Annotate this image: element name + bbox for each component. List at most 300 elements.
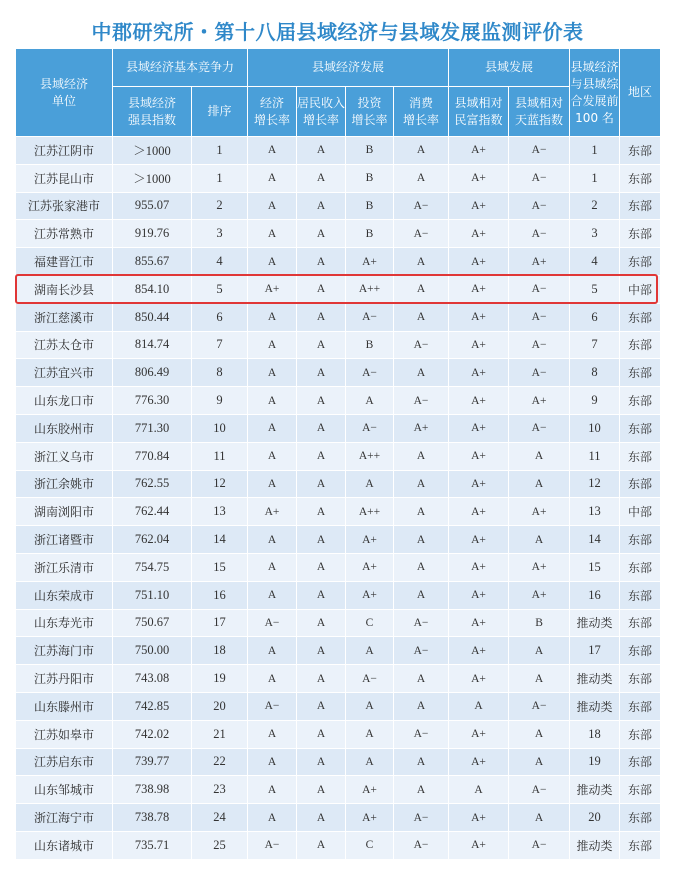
header-invest-growth: 投资 增长率 xyxy=(346,87,394,137)
top100-value: 8 xyxy=(570,359,620,387)
wealth-index-grade: A+ xyxy=(449,498,509,526)
wealth-index-grade: A+ xyxy=(449,275,509,303)
table-row xyxy=(16,609,661,637)
index-value: 750.67 xyxy=(113,609,192,637)
consume-growth-grade: A− xyxy=(394,220,449,248)
region-value: 东部 xyxy=(620,442,661,470)
region-value: 东部 xyxy=(620,387,661,415)
index-value: 738.78 xyxy=(113,804,192,832)
bluesky-index-grade: A+ xyxy=(509,553,570,581)
bluesky-index-grade: A− xyxy=(509,303,570,331)
econ-growth-grade: A− xyxy=(248,831,297,859)
county-name: 江苏张家港市 xyxy=(16,192,113,220)
index-value: 738.98 xyxy=(113,776,192,804)
bluesky-index-grade: A xyxy=(509,665,570,693)
income-growth-grade: A xyxy=(297,359,346,387)
county-name: 湖南浏阳市 xyxy=(16,498,113,526)
county-name: 江苏江阴市 xyxy=(16,137,113,165)
invest-growth-grade: A− xyxy=(346,665,394,693)
econ-growth-grade: A xyxy=(248,192,297,220)
table-row xyxy=(16,331,661,359)
consume-growth-grade: A xyxy=(394,275,449,303)
invest-growth-grade: C xyxy=(346,831,394,859)
consume-growth-grade: A xyxy=(394,498,449,526)
econ-growth-grade: A xyxy=(248,804,297,832)
index-value: 814.74 xyxy=(113,331,192,359)
header-group-competitiveness: 县域经济基本竞争力 xyxy=(113,49,248,87)
invest-growth-grade: A++ xyxy=(346,442,394,470)
county-name: 江苏昆山市 xyxy=(16,164,113,192)
consume-growth-grade: A xyxy=(394,359,449,387)
wealth-index-grade: A+ xyxy=(449,526,509,554)
bluesky-index-grade: A+ xyxy=(509,248,570,276)
rank-value: 16 xyxy=(192,581,248,609)
bluesky-index-grade: B xyxy=(509,609,570,637)
econ-growth-grade: A xyxy=(248,137,297,165)
index-value: 854.10 xyxy=(113,275,192,303)
wealth-index-grade: A+ xyxy=(449,748,509,776)
rank-value: 21 xyxy=(192,720,248,748)
region-value: 东部 xyxy=(620,192,661,220)
rank-value: 4 xyxy=(192,248,248,276)
county-name: 浙江乐清市 xyxy=(16,553,113,581)
top100-value: 推动类 xyxy=(570,609,620,637)
consume-growth-grade: A− xyxy=(394,192,449,220)
bluesky-index-grade: A− xyxy=(509,275,570,303)
invest-growth-grade: C xyxy=(346,609,394,637)
wealth-index-grade: A+ xyxy=(449,637,509,665)
index-value: 955.07 xyxy=(113,192,192,220)
table-row xyxy=(16,526,661,554)
top100-value: 1 xyxy=(570,164,620,192)
rank-value: 5 xyxy=(192,275,248,303)
region-value: 东部 xyxy=(620,220,661,248)
econ-growth-grade: A− xyxy=(248,609,297,637)
index-value: ＞1000 xyxy=(113,137,192,165)
econ-growth-grade: A xyxy=(248,303,297,331)
county-name: 江苏海门市 xyxy=(16,637,113,665)
top100-value: 10 xyxy=(570,414,620,442)
table-row xyxy=(16,665,661,693)
wealth-index-grade: A+ xyxy=(449,831,509,859)
table-row xyxy=(16,414,661,442)
table-row xyxy=(16,637,661,665)
table-row xyxy=(16,804,661,832)
top100-value: 11 xyxy=(570,442,620,470)
table-row xyxy=(16,498,661,526)
table-row xyxy=(16,192,661,220)
rank-value: 13 xyxy=(192,498,248,526)
table-row xyxy=(16,720,661,748)
consume-growth-grade: A+ xyxy=(394,414,449,442)
income-growth-grade: A xyxy=(297,303,346,331)
region-value: 东部 xyxy=(620,609,661,637)
county-name: 山东诸城市 xyxy=(16,831,113,859)
region-value: 东部 xyxy=(620,720,661,748)
header-group-econ-dev: 县域经济发展 xyxy=(248,49,449,87)
evaluation-table xyxy=(15,48,661,860)
income-growth-grade: A xyxy=(297,192,346,220)
income-growth-grade: A xyxy=(297,553,346,581)
bluesky-index-grade: A+ xyxy=(509,581,570,609)
income-growth-grade: A xyxy=(297,609,346,637)
wealth-index-grade: A+ xyxy=(449,192,509,220)
econ-growth-grade: A xyxy=(248,637,297,665)
top100-value: 9 xyxy=(570,387,620,415)
index-value: 762.44 xyxy=(113,498,192,526)
index-value: 742.02 xyxy=(113,720,192,748)
consume-growth-grade: A xyxy=(394,470,449,498)
bluesky-index-grade: A xyxy=(509,470,570,498)
county-name: 浙江义乌市 xyxy=(16,442,113,470)
header-top100: 县域经济 与县域综 合发展前 100 名 xyxy=(570,49,620,137)
wealth-index-grade: A+ xyxy=(449,248,509,276)
top100-value: 6 xyxy=(570,303,620,331)
rank-value: 1 xyxy=(192,137,248,165)
index-value: 739.77 xyxy=(113,748,192,776)
header-index: 县域经济 强县指数 xyxy=(113,87,192,137)
region-value: 东部 xyxy=(620,303,661,331)
bluesky-index-grade: A− xyxy=(509,331,570,359)
region-value: 东部 xyxy=(620,665,661,693)
wealth-index-grade: A+ xyxy=(449,220,509,248)
consume-growth-grade: A− xyxy=(394,387,449,415)
top100-value: 16 xyxy=(570,581,620,609)
income-growth-grade: A xyxy=(297,804,346,832)
header-bluesky-index: 县域相对 天蓝指数 xyxy=(509,87,570,137)
econ-growth-grade: A xyxy=(248,776,297,804)
bluesky-index-grade: A+ xyxy=(509,387,570,415)
rank-value: 23 xyxy=(192,776,248,804)
econ-growth-grade: A xyxy=(248,442,297,470)
top100-value: 2 xyxy=(570,192,620,220)
top100-value: 3 xyxy=(570,220,620,248)
invest-growth-grade: B xyxy=(346,331,394,359)
index-value: 751.10 xyxy=(113,581,192,609)
wealth-index-grade: A+ xyxy=(449,442,509,470)
invest-growth-grade: A xyxy=(346,470,394,498)
region-value: 东部 xyxy=(620,414,661,442)
econ-growth-grade: A xyxy=(248,414,297,442)
index-value: 762.55 xyxy=(113,470,192,498)
income-growth-grade: A xyxy=(297,248,346,276)
income-growth-grade: A xyxy=(297,387,346,415)
region-value: 东部 xyxy=(620,748,661,776)
header-group-county-dev: 县域发展 xyxy=(449,49,570,87)
income-growth-grade: A xyxy=(297,665,346,693)
index-value: 776.30 xyxy=(113,387,192,415)
consume-growth-grade: A− xyxy=(394,609,449,637)
rank-value: 7 xyxy=(192,331,248,359)
income-growth-grade: A xyxy=(297,442,346,470)
income-growth-grade: A xyxy=(297,526,346,554)
region-value: 东部 xyxy=(620,581,661,609)
invest-growth-grade: A++ xyxy=(346,498,394,526)
wealth-index-grade: A+ xyxy=(449,414,509,442)
header-consume-growth: 消费 增长率 xyxy=(394,87,449,137)
bluesky-index-grade: A xyxy=(509,442,570,470)
econ-growth-grade: A xyxy=(248,387,297,415)
consume-growth-grade: A xyxy=(394,748,449,776)
county-name: 湖南长沙县 xyxy=(16,275,113,303)
top100-value: 推动类 xyxy=(570,776,620,804)
top100-value: 1 xyxy=(570,137,620,165)
header-income-growth: 居民收入 增长率 xyxy=(297,87,346,137)
bluesky-index-grade: A− xyxy=(509,831,570,859)
region-value: 东部 xyxy=(620,164,661,192)
index-value: ＞1000 xyxy=(113,164,192,192)
invest-growth-grade: A− xyxy=(346,359,394,387)
county-name: 浙江海宁市 xyxy=(16,804,113,832)
table-row xyxy=(16,387,661,415)
bluesky-index-grade: A− xyxy=(509,192,570,220)
table-row xyxy=(16,748,661,776)
wealth-index-grade: A+ xyxy=(449,164,509,192)
county-name: 山东荣成市 xyxy=(16,581,113,609)
income-growth-grade: A xyxy=(297,470,346,498)
invest-growth-grade: A xyxy=(346,748,394,776)
wealth-index-grade: A+ xyxy=(449,470,509,498)
income-growth-grade: A xyxy=(297,776,346,804)
income-growth-grade: A xyxy=(297,637,346,665)
econ-growth-grade: A xyxy=(248,553,297,581)
consume-growth-grade: A xyxy=(394,665,449,693)
income-growth-grade: A xyxy=(297,220,346,248)
index-value: 735.71 xyxy=(113,831,192,859)
top100-value: 17 xyxy=(570,637,620,665)
county-name: 江苏启东市 xyxy=(16,748,113,776)
rank-value: 12 xyxy=(192,470,248,498)
table-row xyxy=(16,776,661,804)
invest-growth-grade: A− xyxy=(346,303,394,331)
county-name: 江苏如皋市 xyxy=(16,720,113,748)
bluesky-index-grade: A xyxy=(509,748,570,776)
page-title: 中郡研究所・第十八届县域经济与县域发展监测评价表 xyxy=(91,20,584,44)
wealth-index-grade: A+ xyxy=(449,804,509,832)
county-name: 浙江慈溪市 xyxy=(16,303,113,331)
county-name: 山东邹城市 xyxy=(16,776,113,804)
wealth-index-grade: A+ xyxy=(449,720,509,748)
bluesky-index-grade: A xyxy=(509,526,570,554)
income-growth-grade: A xyxy=(297,831,346,859)
rank-value: 14 xyxy=(192,526,248,554)
rank-value: 3 xyxy=(192,220,248,248)
region-value: 中部 xyxy=(620,275,661,303)
consume-growth-grade: A− xyxy=(394,637,449,665)
invest-growth-grade: B xyxy=(346,192,394,220)
index-value: 762.04 xyxy=(113,526,192,554)
index-value: 806.49 xyxy=(113,359,192,387)
top100-value: 5 xyxy=(570,275,620,303)
index-value: 850.44 xyxy=(113,303,192,331)
table-row xyxy=(16,220,661,248)
income-growth-grade: A xyxy=(297,748,346,776)
invest-growth-grade: B xyxy=(346,220,394,248)
top100-value: 推动类 xyxy=(570,831,620,859)
econ-growth-grade: A xyxy=(248,526,297,554)
header-unit: 县域经济 单位 xyxy=(16,49,113,137)
table-row xyxy=(16,692,661,720)
econ-growth-grade: A+ xyxy=(248,275,297,303)
income-growth-grade: A xyxy=(297,331,346,359)
wealth-index-grade: A+ xyxy=(449,581,509,609)
table-row xyxy=(16,137,661,165)
rank-value: 17 xyxy=(192,609,248,637)
table-row xyxy=(16,275,661,303)
region-value: 中部 xyxy=(620,498,661,526)
invest-growth-grade: A xyxy=(346,637,394,665)
econ-growth-grade: A xyxy=(248,359,297,387)
consume-growth-grade: A− xyxy=(394,720,449,748)
region-value: 东部 xyxy=(620,776,661,804)
header-rank: 排序 xyxy=(192,87,248,137)
table-row xyxy=(16,442,661,470)
region-value: 东部 xyxy=(620,804,661,832)
wealth-index-grade: A+ xyxy=(449,359,509,387)
bluesky-index-grade: A xyxy=(509,637,570,665)
consume-growth-grade: A xyxy=(394,526,449,554)
rank-value: 10 xyxy=(192,414,248,442)
table-row xyxy=(16,164,661,192)
rank-value: 11 xyxy=(192,442,248,470)
rank-value: 25 xyxy=(192,831,248,859)
county-name: 江苏丹阳市 xyxy=(16,665,113,693)
county-name: 浙江余姚市 xyxy=(16,470,113,498)
county-name: 江苏宜兴市 xyxy=(16,359,113,387)
top100-value: 14 xyxy=(570,526,620,554)
rank-value: 18 xyxy=(192,637,248,665)
rank-value: 9 xyxy=(192,387,248,415)
table-row xyxy=(16,470,661,498)
consume-growth-grade: A xyxy=(394,303,449,331)
wealth-index-grade: A+ xyxy=(449,553,509,581)
rank-value: 22 xyxy=(192,748,248,776)
invest-growth-grade: A xyxy=(346,720,394,748)
index-value: 743.08 xyxy=(113,665,192,693)
wealth-index-grade: A+ xyxy=(449,331,509,359)
table-row xyxy=(16,359,661,387)
wealth-index-grade: A+ xyxy=(449,609,509,637)
income-growth-grade: A xyxy=(297,720,346,748)
index-value: 919.76 xyxy=(113,220,192,248)
index-value: 771.30 xyxy=(113,414,192,442)
wealth-index-grade: A+ xyxy=(449,303,509,331)
rank-value: 15 xyxy=(192,553,248,581)
income-growth-grade: A xyxy=(297,581,346,609)
header-wealth-index: 县域相对 民富指数 xyxy=(449,87,509,137)
invest-growth-grade: A− xyxy=(346,414,394,442)
table-row xyxy=(16,553,661,581)
econ-growth-grade: A+ xyxy=(248,498,297,526)
invest-growth-grade: A+ xyxy=(346,553,394,581)
consume-growth-grade: A xyxy=(394,553,449,581)
econ-growth-grade: A xyxy=(248,248,297,276)
econ-growth-grade: A xyxy=(248,164,297,192)
table-row xyxy=(16,248,661,276)
region-value: 东部 xyxy=(620,359,661,387)
invest-growth-grade: A xyxy=(346,692,394,720)
table-row xyxy=(16,303,661,331)
wealth-index-grade: A+ xyxy=(449,665,509,693)
region-value: 东部 xyxy=(620,692,661,720)
income-growth-grade: A xyxy=(297,414,346,442)
table-row xyxy=(16,581,661,609)
consume-growth-grade: A xyxy=(394,692,449,720)
bluesky-index-grade: A− xyxy=(509,414,570,442)
income-growth-grade: A xyxy=(297,164,346,192)
top100-value: 13 xyxy=(570,498,620,526)
econ-growth-grade: A xyxy=(248,220,297,248)
top100-value: 12 xyxy=(570,470,620,498)
region-value: 东部 xyxy=(620,137,661,165)
invest-growth-grade: B xyxy=(346,164,394,192)
region-value: 东部 xyxy=(620,553,661,581)
income-growth-grade: A xyxy=(297,692,346,720)
econ-growth-grade: A− xyxy=(248,692,297,720)
top100-value: 推动类 xyxy=(570,665,620,693)
bluesky-index-grade: A− xyxy=(509,776,570,804)
bluesky-index-grade: A− xyxy=(509,220,570,248)
table-row xyxy=(16,831,661,859)
consume-growth-grade: A xyxy=(394,581,449,609)
top100-value: 15 xyxy=(570,553,620,581)
region-value: 东部 xyxy=(620,331,661,359)
top100-value: 18 xyxy=(570,720,620,748)
consume-growth-grade: A xyxy=(394,164,449,192)
wealth-index-grade: A xyxy=(449,776,509,804)
wealth-index-grade: A+ xyxy=(449,387,509,415)
bluesky-index-grade: A− xyxy=(509,692,570,720)
top100-value: 19 xyxy=(570,748,620,776)
invest-growth-grade: A+ xyxy=(346,581,394,609)
income-growth-grade: A xyxy=(297,275,346,303)
invest-growth-grade: A+ xyxy=(346,526,394,554)
bluesky-index-grade: A− xyxy=(509,164,570,192)
consume-growth-grade: A xyxy=(394,137,449,165)
county-name: 福建晋江市 xyxy=(16,248,113,276)
invest-growth-grade: A+ xyxy=(346,804,394,832)
header-region: 地区 xyxy=(620,49,661,137)
index-value: 770.84 xyxy=(113,442,192,470)
invest-growth-grade: B xyxy=(346,137,394,165)
invest-growth-grade: A+ xyxy=(346,248,394,276)
invest-growth-grade: A+ xyxy=(346,776,394,804)
bluesky-index-grade: A xyxy=(509,804,570,832)
wealth-index-grade: A+ xyxy=(449,137,509,165)
rank-value: 1 xyxy=(192,164,248,192)
rank-value: 19 xyxy=(192,665,248,693)
econ-growth-grade: A xyxy=(248,470,297,498)
rank-value: 20 xyxy=(192,692,248,720)
econ-growth-grade: A xyxy=(248,720,297,748)
index-value: 750.00 xyxy=(113,637,192,665)
county-name: 山东龙口市 xyxy=(16,387,113,415)
rank-value: 24 xyxy=(192,804,248,832)
bluesky-index-grade: A− xyxy=(509,137,570,165)
bluesky-index-grade: A+ xyxy=(509,498,570,526)
county-name: 山东寿光市 xyxy=(16,609,113,637)
region-value: 东部 xyxy=(620,470,661,498)
consume-growth-grade: A xyxy=(394,442,449,470)
invest-growth-grade: A++ xyxy=(346,275,394,303)
region-value: 东部 xyxy=(620,637,661,665)
econ-growth-grade: A xyxy=(248,748,297,776)
econ-growth-grade: A xyxy=(248,665,297,693)
consume-growth-grade: A− xyxy=(394,804,449,832)
index-value: 742.85 xyxy=(113,692,192,720)
consume-growth-grade: A xyxy=(394,248,449,276)
consume-growth-grade: A xyxy=(394,776,449,804)
